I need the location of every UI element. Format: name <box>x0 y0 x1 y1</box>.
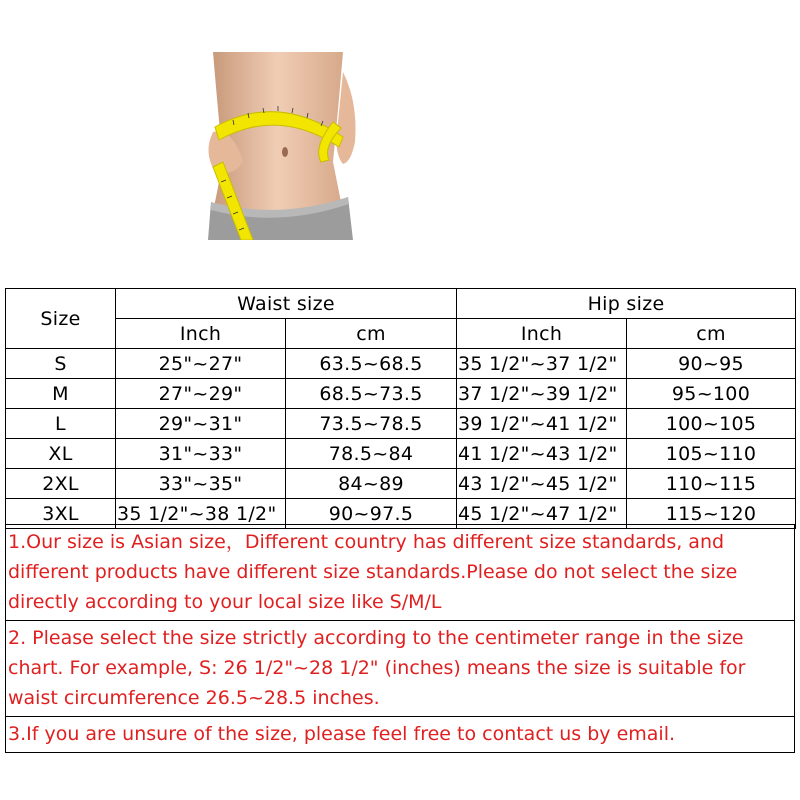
hip-cm-cell: 100~105 <box>627 409 796 439</box>
size-notes <box>5 525 795 753</box>
waist-cm-cell: 63.5~68.5 <box>286 349 457 379</box>
hip-inch-cell: 39 1/2"~41 1/2" <box>457 409 627 439</box>
hip-inch-cell: 43 1/2"~45 1/2" <box>457 469 627 499</box>
hip-cm-cell: 115~120 <box>627 499 796 529</box>
size-cell: 3XL <box>6 499 116 529</box>
size-cell: L <box>6 409 116 439</box>
size-cell: XL <box>6 439 116 469</box>
waist-size-header: Waist size <box>116 289 457 319</box>
hip-inch-cell: 37 1/2"~39 1/2" <box>457 379 627 409</box>
hip-cm-cell: 110~115 <box>627 469 796 499</box>
note-centimeter-range: 2. Please select the size strictly according to the centimeter range in the size chart. For example, S: 26 1/2"~28 1/2" (inches) means the size is suitable for waist circumference 26.5~28.5 inches. <box>5 620 795 717</box>
waist-measuring-tape-icon <box>193 52 363 240</box>
table-subheader-row <box>6 319 796 349</box>
note-asian-size: 1.Our size is Asian size，Different country has different size standards, and different products have different size standards.Please do not select the size directly according to your local size like S/M/L <box>5 524 795 621</box>
table-row <box>6 379 796 409</box>
hip-inch-cell: 45 1/2"~47 1/2" <box>457 499 627 529</box>
waist-cm-header: cm <box>286 319 457 349</box>
hip-cm-cell: 90~95 <box>627 349 796 379</box>
waist-cm-cell: 84~89 <box>286 469 457 499</box>
waist-inch-header: Inch <box>116 319 286 349</box>
hip-inch-cell: 35 1/2"~37 1/2" <box>457 349 627 379</box>
waist-cm-cell: 90~97.5 <box>286 499 457 529</box>
size-cell: 2XL <box>6 469 116 499</box>
table-row <box>6 439 796 469</box>
hip-cm-header: cm <box>627 319 796 349</box>
note-contact-email: 3.If you are unsure of the size, please feel free to contact us by email. <box>5 716 795 753</box>
waist-inch-cell: 33"~35" <box>116 469 286 499</box>
table-row <box>6 409 796 439</box>
hip-size-header: Hip size <box>457 289 796 319</box>
hip-inch-header: Inch <box>457 319 627 349</box>
size-column-header: Size <box>6 289 116 349</box>
waist-inch-cell: 31"~33" <box>116 439 286 469</box>
waist-inch-cell: 25"~27" <box>116 349 286 379</box>
size-cell: S <box>6 349 116 379</box>
waist-inch-cell: 29"~31" <box>116 409 286 439</box>
hip-cm-cell: 105~110 <box>627 439 796 469</box>
hip-cm-cell: 95~100 <box>627 379 796 409</box>
table-row <box>6 349 796 379</box>
table-row <box>6 469 796 499</box>
waist-measuring-photo <box>193 52 363 240</box>
hip-inch-cell: 41 1/2"~43 1/2" <box>457 439 627 469</box>
waist-cm-cell: 78.5~84 <box>286 439 457 469</box>
waist-inch-cell: 35 1/2"~38 1/2" <box>116 499 286 529</box>
waist-cm-cell: 68.5~73.5 <box>286 379 457 409</box>
waist-inch-cell: 27"~29" <box>116 379 286 409</box>
size-chart-table <box>5 288 796 529</box>
size-cell: M <box>6 379 116 409</box>
table-header-row <box>6 289 796 319</box>
waist-cm-cell: 73.5~78.5 <box>286 409 457 439</box>
